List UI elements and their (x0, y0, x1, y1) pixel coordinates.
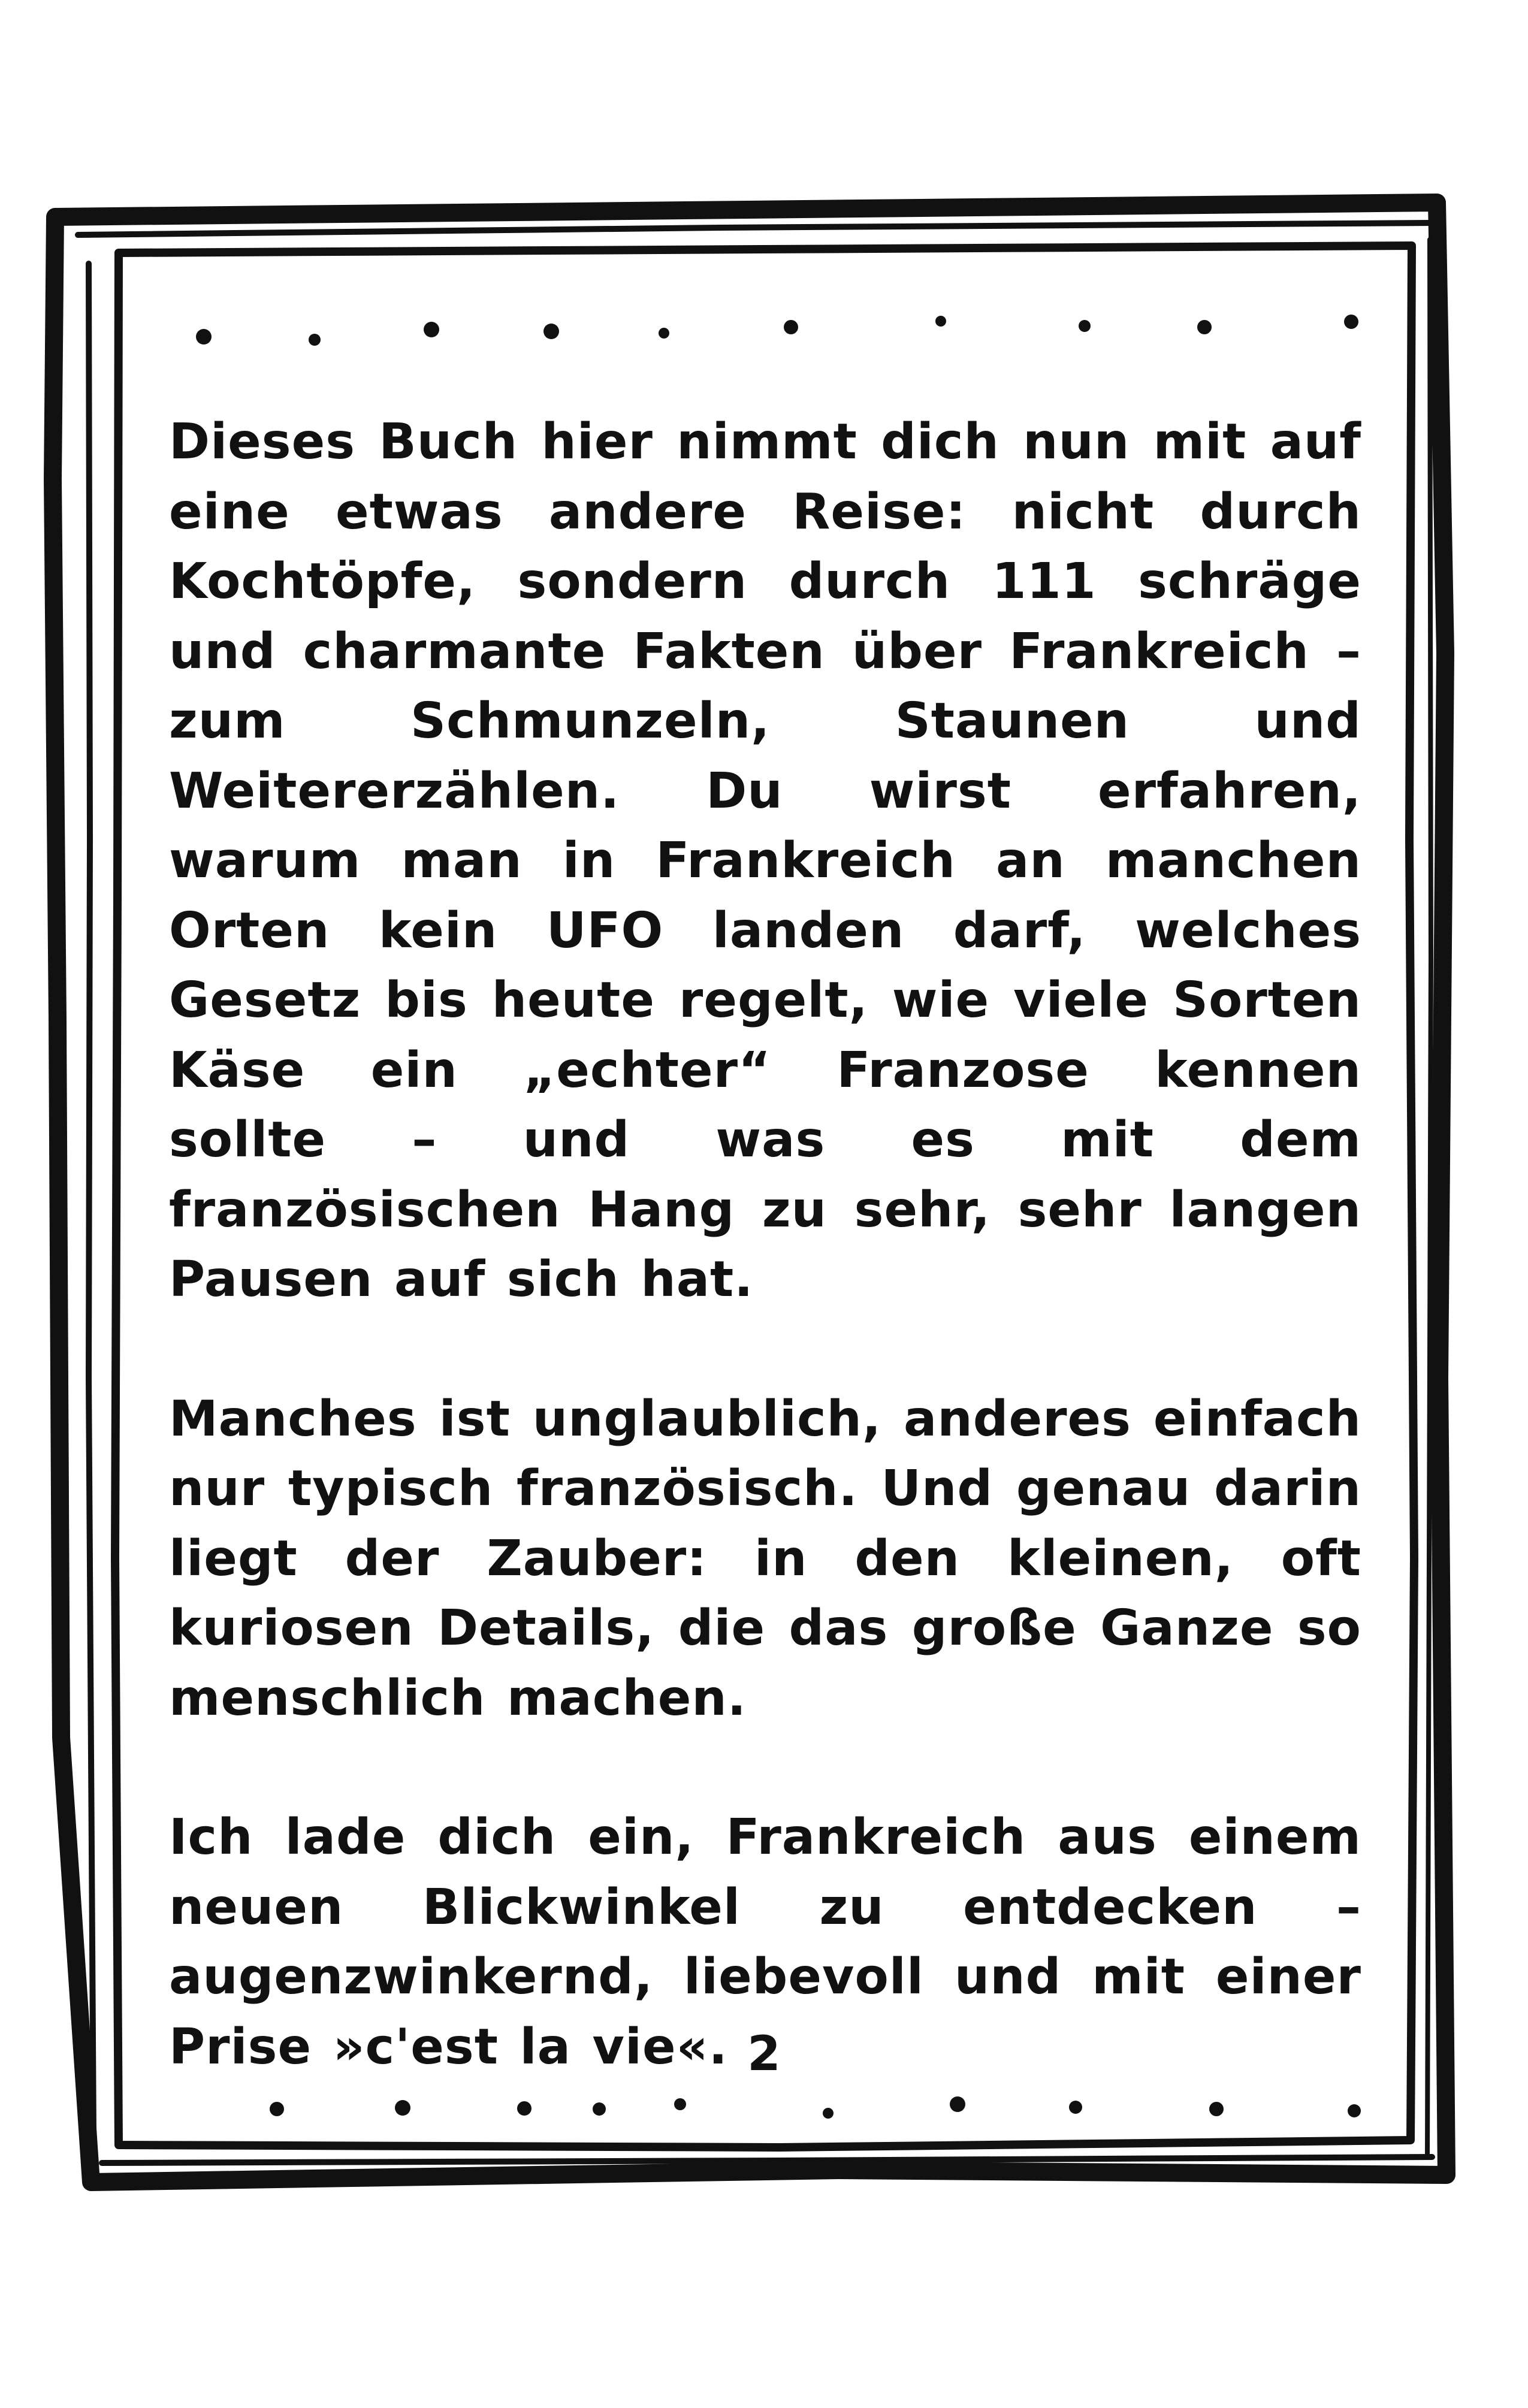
dot (1197, 320, 1212, 334)
paragraph-intro: Dieses Buch hier nimmt dich nun mit auf eine etwas andere Reise: nicht durch Kochtöpfe, sondern durch 111 schräge und charmante Fakten über Frankreich – zum Schmunzeln, Staunen und Weitererzählen. Du wirst erfahren, warum man in Frankreich an manchen Orten kein UFO landen darf, welches Gesetz bis heute regelt, wie viele Sorten Käse ein „echter“ Franzose kennen sollte – und was es mit dem französischen Hang zu sehr, sehr langen Pausen auf sich hat. (169, 413, 1361, 1308)
dot (1069, 2101, 1082, 2114)
page-number: 2 (747, 2026, 781, 2081)
dot (935, 316, 946, 327)
dot (1348, 2104, 1361, 2117)
top-dot-row (196, 315, 1358, 346)
dot (784, 320, 798, 334)
paragraph-invitation: Ich lade dich ein, Frankreich aus einem neuen Blickwinkel zu entdecken – augenzwinkernd, liebevoll und mit einer Prise »c'est la vie«. (169, 1809, 1361, 2075)
dot (196, 329, 212, 345)
bottom-dot-row (270, 2096, 1361, 2119)
dot (659, 328, 669, 339)
dot (543, 324, 559, 339)
dot (593, 2102, 606, 2116)
dot (270, 2102, 284, 2116)
dot (823, 2108, 834, 2119)
dot (1209, 2102, 1224, 2116)
dot (1344, 315, 1358, 329)
dot (309, 334, 321, 346)
paragraph-magic: Manches ist unglaublich, anderes einfach nur typisch französisch. Und genau darin liegt der Zauber: in den kleinen, oft kuriosen Details, die das große Ganze so menschlich machen. (169, 1390, 1361, 1727)
dot (424, 322, 439, 337)
dot (674, 2098, 686, 2110)
dot (395, 2100, 410, 2116)
dot (950, 2096, 965, 2112)
dot (1079, 320, 1091, 332)
body-text (169, 407, 1361, 2082)
dot (517, 2101, 532, 2116)
